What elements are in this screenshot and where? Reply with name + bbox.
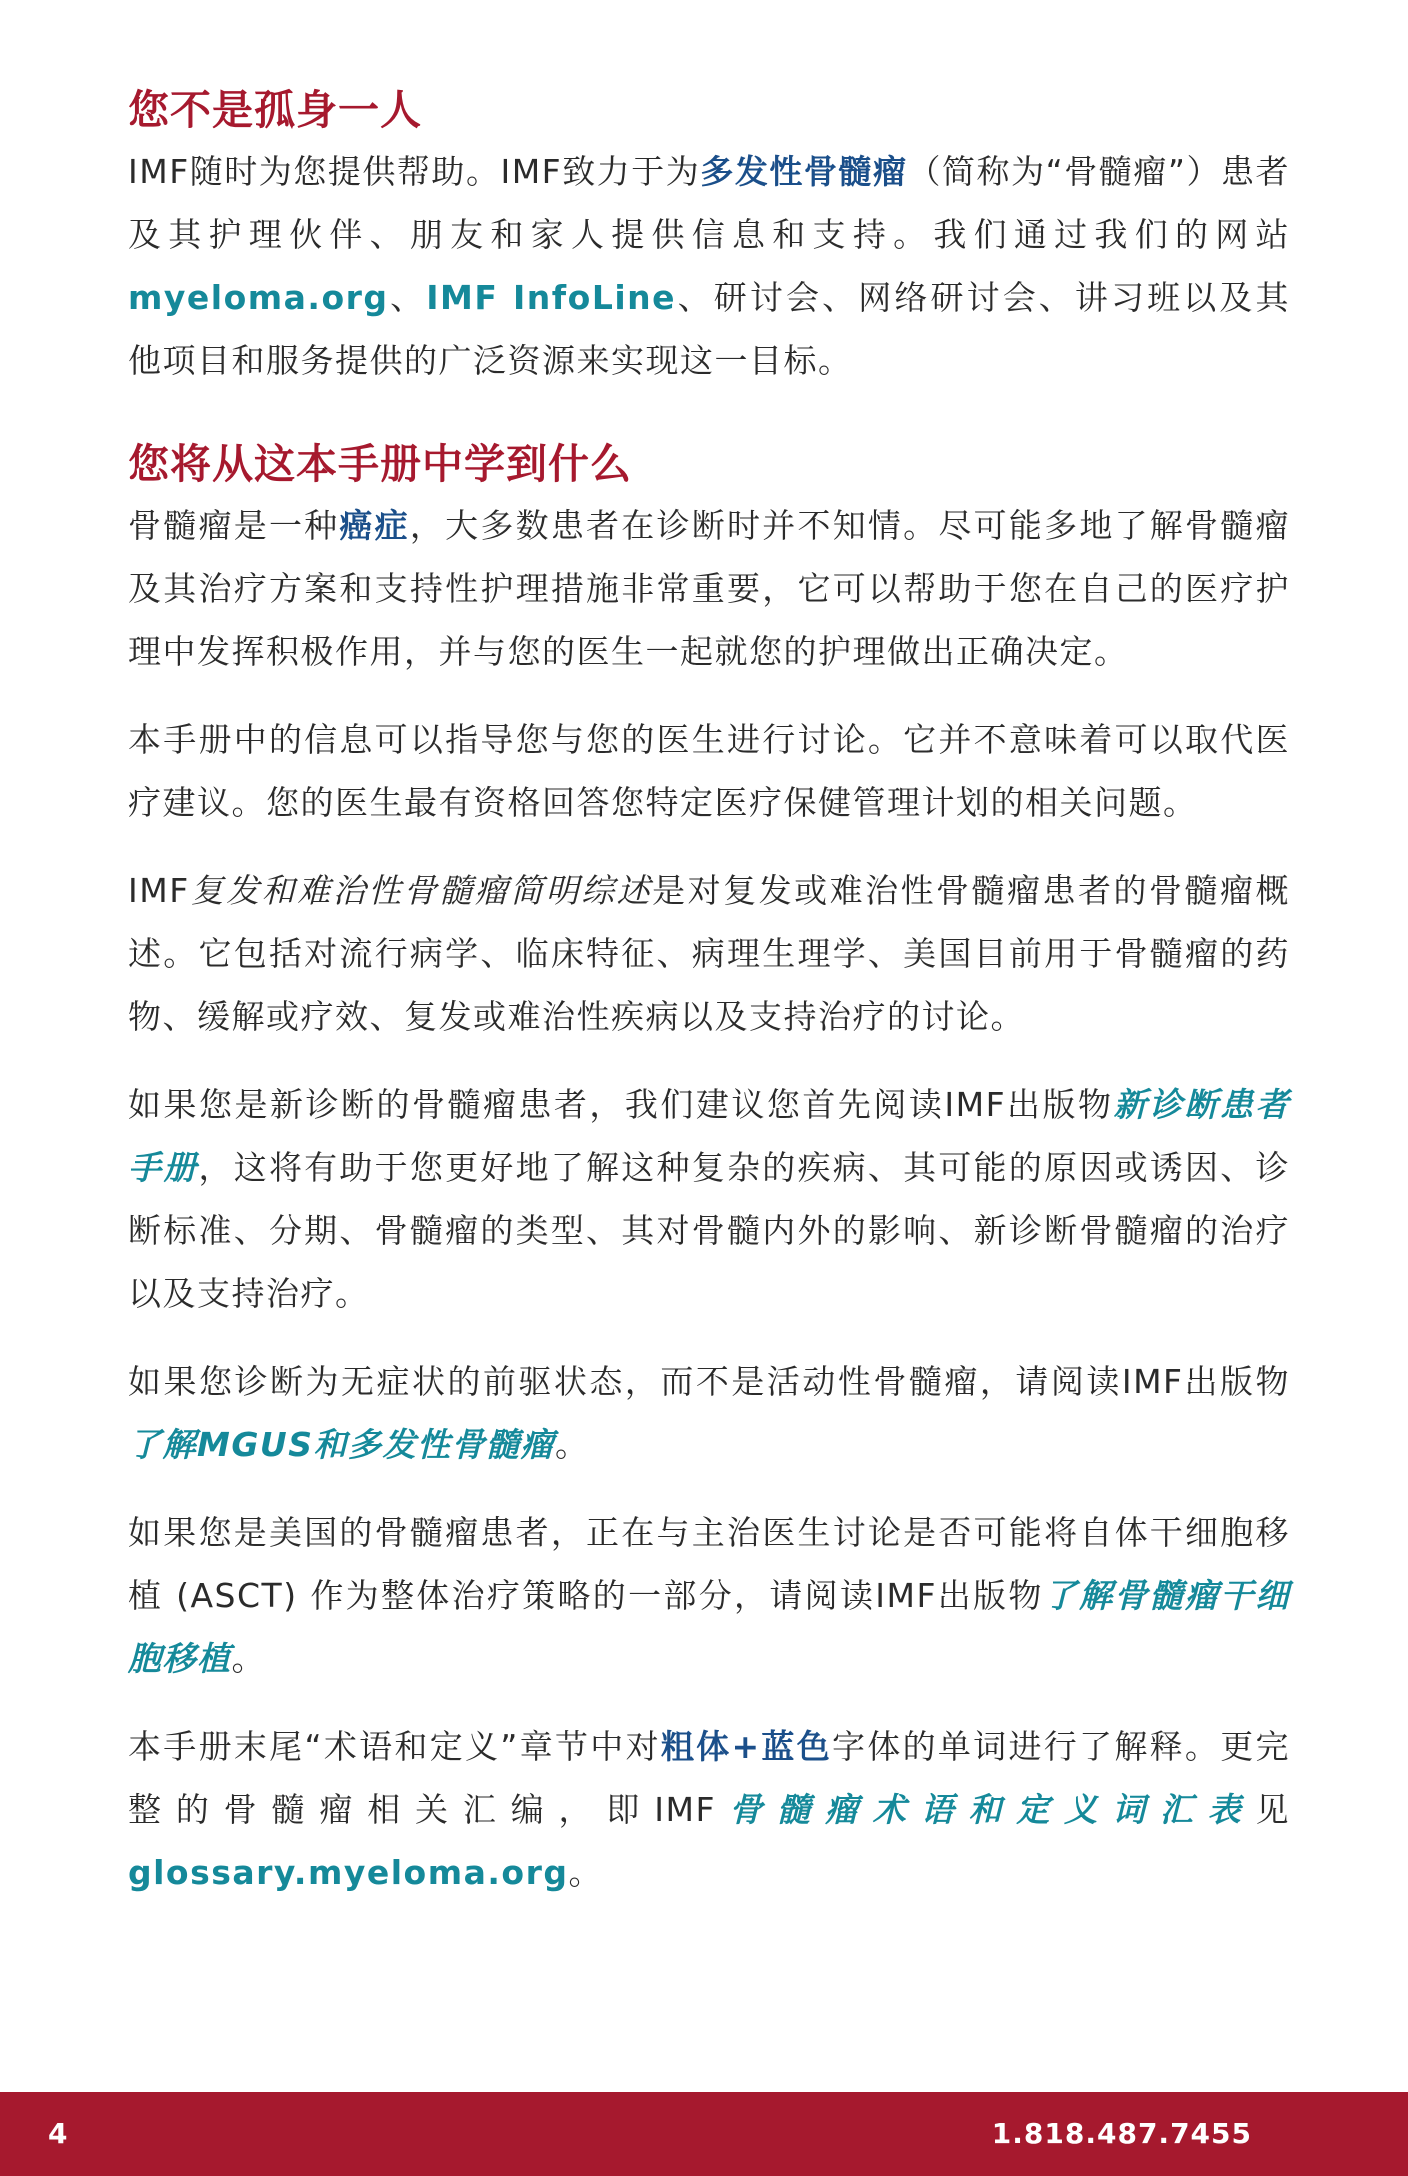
text-run: 是对复发或难治性骨髓瘤患者的骨髓瘤概述。它包括对流行病学、临床特征、病理生理学、美国目前用于骨髓瘤的药物、缓解或疗效、复发或难治性疾病以及支持治疗的讨论。 (128, 871, 1291, 1036)
link-glossary-myeloma-org[interactable]: glossary.myeloma.org (128, 1853, 569, 1892)
phone-number[interactable]: 1.818.487.7455 (991, 2117, 1252, 2150)
text-run: 。 (231, 1639, 266, 1678)
section-heading-not-alone: 您不是孤身一人 (128, 86, 422, 134)
link-imf-infoline[interactable]: IMF InfoLine (426, 278, 677, 317)
page-content (128, 82, 1290, 1904)
paragraph-guidance: 本手册中的信息可以指导您与您的医生进行讨论。它并不意味着可以取代医疗建议。您的医生最有资格回答您特定医疗保健管理计划的相关问题。 (128, 720, 1290, 822)
text-run: 。 (568, 1853, 603, 1892)
paragraph-asct (128, 1501, 1290, 1690)
link-myeloma-org[interactable]: myeloma.org (128, 278, 389, 317)
publication-link-newly-diagnosed[interactable]: 新诊断患者手册 (128, 1085, 1291, 1187)
publication-link-stem-cell[interactable]: 了解骨髓瘤干细胞移植 (128, 1576, 1291, 1678)
publication-link-glossary[interactable]: 骨髓瘤术语和定义词汇表 (715, 1790, 1256, 1829)
text-run: 本手册末尾“术语和定义”章节中对 (128, 1727, 661, 1766)
glossary-term-multiple-myeloma[interactable]: 多发性骨髓瘤 (700, 152, 908, 191)
text-run: 见 (1255, 1790, 1291, 1829)
text-run: 字体的单词进行了解释。更完整的骨髓瘤相关汇编，即IMF (128, 1727, 1291, 1829)
bold-blue-example: 粗体+蓝色 (660, 1727, 832, 1766)
text-run: 、 (388, 278, 427, 317)
text-run: IMF随时为您提供帮助。IMF致力于为 (128, 152, 701, 191)
paragraph-newly-diagnosed (128, 1073, 1290, 1325)
text-run: IMF (128, 871, 190, 910)
publication-link-mgus[interactable]: 了解MGUS和多发性骨髓瘤 (128, 1425, 555, 1464)
text-run: 骨髓瘤是一种 (128, 506, 340, 545)
paragraph-mgus (128, 1350, 1290, 1476)
glossary-term-cancer[interactable]: 癌症 (339, 506, 410, 545)
publication-title-concise-review: 复发和难治性骨髓瘤简明综述 (189, 871, 653, 910)
intro-paragraph (128, 140, 1290, 392)
text-run: 如果您诊断为无症状的前驱状态，而不是活动性骨髓瘤，请阅读IMF出版物 (128, 1362, 1290, 1401)
paragraph-cancer (128, 494, 1290, 683)
text-run: 、研讨会、网络研讨会、讲习班以及其他项目和服务提供的广泛资源来实现这一目标。 (128, 278, 1290, 380)
text-run: 如果您是美国的骨髓瘤患者，正在与主治医生讨论是否可能将自体干细胞移植 (ASCT) 作为整体治疗策略的一部分，请阅读IMF出版物 (128, 1513, 1290, 1615)
page-number: 4 (48, 2117, 68, 2150)
section-heading-what-you-learn: 您将从这本手册中学到什么 (128, 440, 632, 488)
text-run: ，大多数患者在诊断时并不知情。尽可能多地了解骨髓瘤及其治疗方案和支持性护理措施非常重要，它可以帮助于您在自己的医疗护理中发挥积极作用，并与您的医生一起就您的护理做出正确决定。 (128, 506, 1290, 671)
text-run: 。 (555, 1425, 590, 1464)
paragraph-glossary (128, 1715, 1290, 1904)
text-run: （简称为“骨髓瘤”）患者及其护理伙伴、朋友和家人提供信息和支持。我们通过我们的网站 (128, 152, 1291, 254)
footer-bar (0, 2092, 1408, 2176)
text-run: 如果您是新诊断的骨髓瘤患者，我们建议您首先阅读IMF出版物 (128, 1085, 1114, 1124)
text-run: ，这将有助于您更好地了解这种复杂的疾病、其可能的原因或诱因、诊断标准、分期、骨髓瘤的类型、其对骨髓内外的影响、新诊断骨髓瘤的治疗以及支持治疗。 (128, 1148, 1290, 1313)
paragraph-concise-review (128, 859, 1290, 1048)
